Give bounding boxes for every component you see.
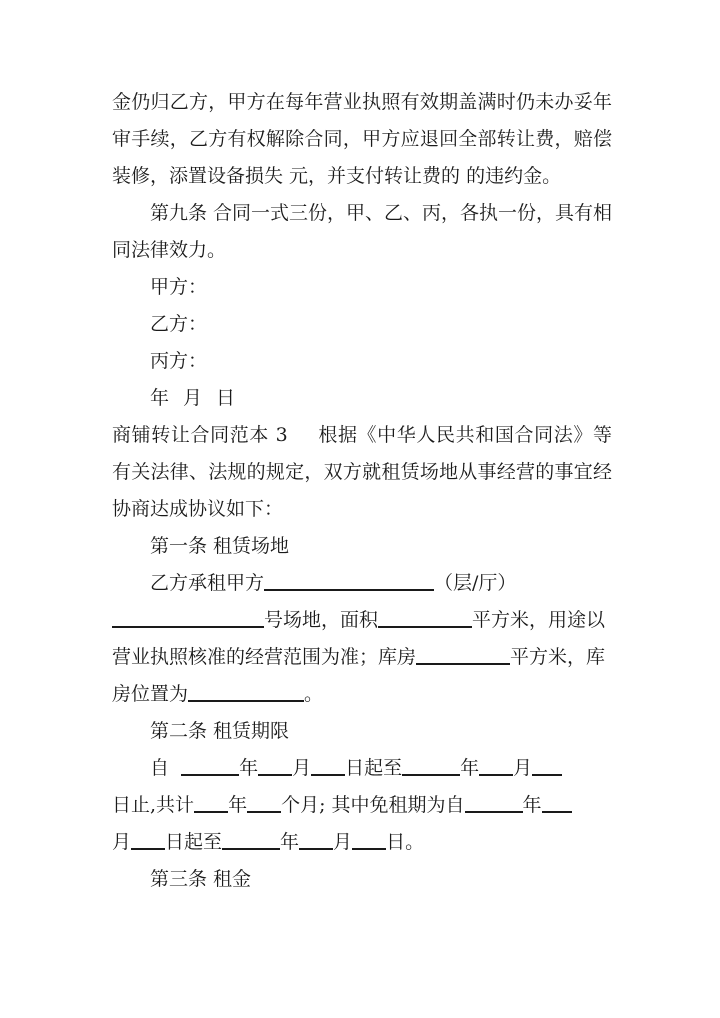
- document-page: [112, 84, 612, 898]
- article-2-line: [112, 824, 612, 861]
- paragraph-line: 装修，添置设备损失 元，并支付转让费的 的违约金。: [112, 165, 562, 187]
- blank-line: [378, 606, 472, 628]
- text-run: 平方米，库: [510, 646, 606, 668]
- text-run: （层/厅）: [434, 572, 517, 594]
- blank-line: [299, 828, 333, 850]
- blank-line: [258, 754, 292, 776]
- paragraph-line: 金仍归乙方，甲方在每年营业执照有效期盖满时仍未办妥年: [112, 91, 612, 113]
- article-1-line: [112, 639, 612, 676]
- blank-line: [402, 754, 460, 776]
- blank-line: [247, 791, 281, 813]
- text-run: 日起至: [345, 757, 403, 779]
- blank-line: [542, 791, 572, 813]
- blank-line: [479, 754, 513, 776]
- text-run: 乙方承租甲方: [150, 572, 265, 594]
- text-run: 年: [460, 757, 480, 779]
- text-run: 平方米，用途以: [472, 609, 606, 631]
- article-1-heading: 第一条 租赁场地: [150, 535, 290, 557]
- date-month: 月: [183, 387, 203, 409]
- article-9-line: 第九条 合同一式三份，甲、乙、丙，各执一份，具有相: [150, 202, 613, 224]
- article-2-line: [112, 750, 612, 787]
- blank-line: [465, 791, 523, 813]
- signature-date: [112, 380, 612, 417]
- article-1-line: [112, 565, 612, 602]
- blank-line: [532, 754, 562, 776]
- text-run: 个月; 其中免租期为自: [281, 794, 465, 816]
- text-run: 年: [228, 794, 248, 816]
- sample-3-line: 有关法律、法规的规定，双方就租赁场地从事经营的事宜经: [112, 461, 612, 483]
- text-run: 共计: [156, 794, 195, 816]
- blank-line: [112, 606, 264, 628]
- text-run: 年: [280, 831, 300, 853]
- blank-line: [264, 569, 434, 591]
- article-2-line: [112, 787, 612, 824]
- signature-party-a: 甲方：: [150, 276, 208, 298]
- text-run: 月: [112, 831, 132, 853]
- text-run: 年: [522, 794, 542, 816]
- sample-3-intro-line: [112, 417, 612, 454]
- blank-line: [416, 643, 510, 665]
- article-1-line: [112, 602, 612, 639]
- blank-line: [181, 754, 239, 776]
- blank-line: [352, 828, 386, 850]
- text-run: 自: [150, 757, 170, 779]
- article-3-heading: 第三条 租金: [150, 868, 252, 890]
- article-9-line: 同法律效力。: [112, 239, 227, 261]
- date-day: 日: [216, 387, 236, 409]
- text-run: 月: [292, 757, 312, 779]
- text-run: 。: [304, 683, 324, 705]
- text-run: 年: [239, 757, 259, 779]
- sample-3-lead: 根据《中华人民共和国合同法》等: [317, 424, 612, 446]
- text-run: 月: [333, 831, 353, 853]
- text-run: 日。: [386, 831, 425, 853]
- signature-party-b: 乙方：: [150, 313, 208, 335]
- article-1-line: [112, 676, 612, 713]
- text-run: 月: [513, 757, 533, 779]
- sample-3-line: 协商达成协议如下：: [112, 498, 284, 520]
- date-year: 年: [150, 387, 170, 409]
- text-run: 房位置为: [112, 683, 189, 705]
- paragraph-line: 审手续，乙方有权解除合同，甲方应退回全部转让费，赔偿: [112, 128, 612, 150]
- text-run: 日起至: [165, 831, 223, 853]
- blank-line: [188, 680, 304, 702]
- signature-party-c: 丙方：: [150, 350, 208, 372]
- blank-line: [222, 828, 280, 850]
- blank-line: [311, 754, 345, 776]
- text-run: 营业执照核准的经营范围为准；库房: [112, 646, 417, 668]
- article-2-heading: 第二条 租赁期限: [150, 720, 290, 742]
- sample-3-title: 商铺转让合同范本 3: [112, 424, 288, 446]
- text-run: 号场地，面积: [264, 609, 379, 631]
- text-run: 日止,: [112, 794, 157, 816]
- blank-line: [131, 828, 165, 850]
- blank-line: [194, 791, 228, 813]
